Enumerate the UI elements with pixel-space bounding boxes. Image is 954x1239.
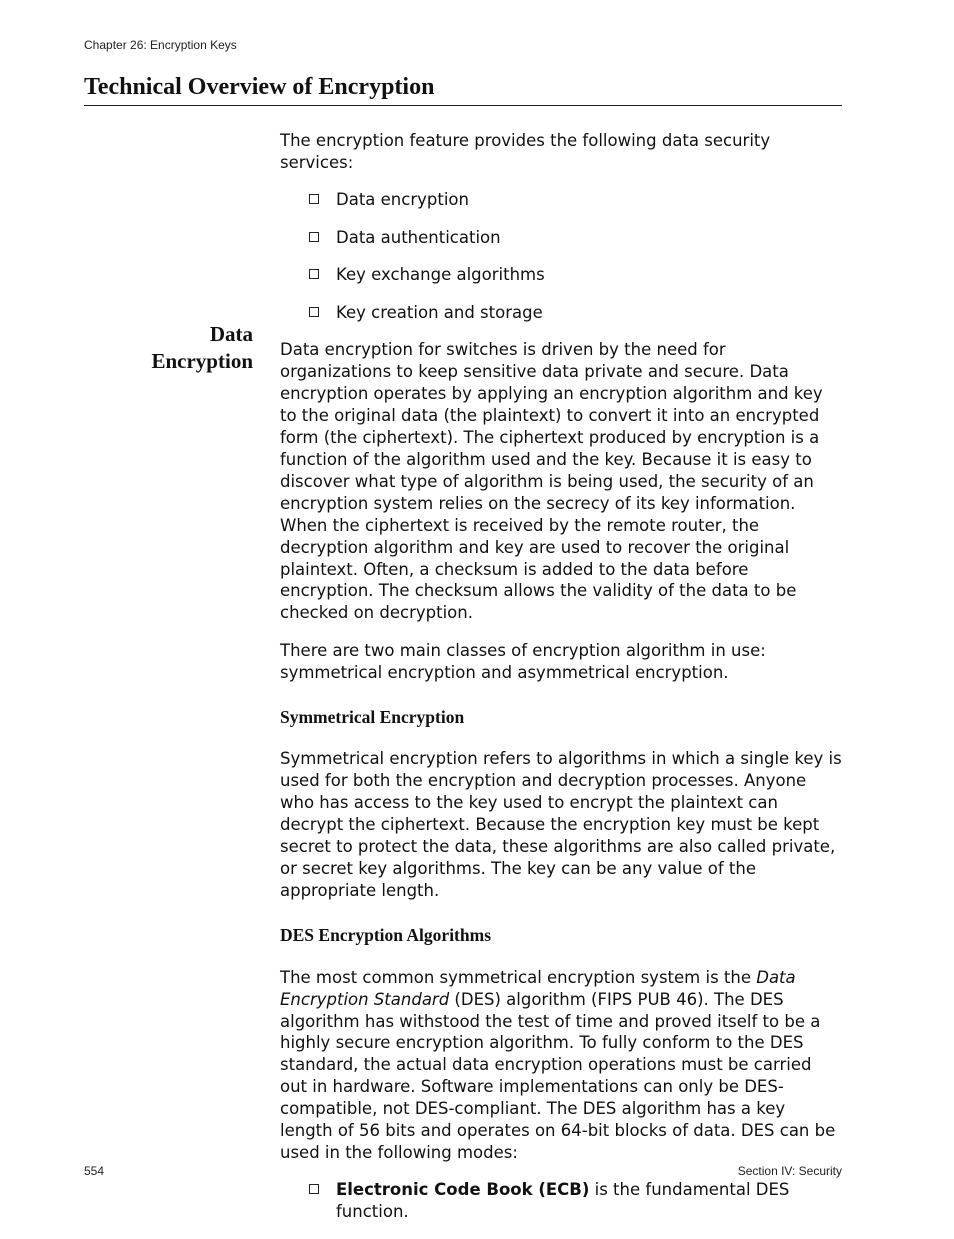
- list-item: [280, 302, 842, 324]
- list-item: [280, 264, 842, 286]
- section-heading-line-1: Data: [209, 322, 253, 346]
- des-paragraph: [280, 967, 842, 1164]
- des-heading: DES Encryption Algorithms: [280, 924, 491, 945]
- page-title: Technical Overview of Encryption: [84, 74, 842, 106]
- footer-section: Section IV: Security: [737, 1164, 842, 1178]
- list-item-text: Data encryption: [336, 190, 469, 210]
- body-content: [280, 130, 842, 1239]
- section-heading-line-2: Encryption: [151, 349, 253, 373]
- checkbox-bullet-icon: [309, 232, 319, 242]
- checkbox-bullet-icon: [309, 194, 319, 204]
- page-number: 554: [84, 1164, 105, 1178]
- mode-description: is the fundamental DES function.: [336, 1180, 790, 1222]
- symmetrical-encryption-paragraph: Symmetrical encryption refers to algorithms in which a single key is used for both the encryption and decryption processes. Anyone who has access to the key used to encrypt the plaintext can decrypt the ciphertext. Because the encryption key must be kept secret to protect the data, these algorithms are also called private, or secret key algorithms. The key can be any value of the appropriate length.: [280, 749, 842, 900]
- intro-paragraph: The encryption feature provides the following data security services:: [280, 131, 771, 172]
- checkbox-bullet-icon: [309, 307, 319, 317]
- des-standard-name: Data Encryption Standard: [280, 967, 796, 1009]
- des-modes-list: [280, 1179, 842, 1223]
- list-item-text: Data authentication: [336, 227, 501, 247]
- list-item: [280, 227, 842, 249]
- list-item-text: Key exchange algorithms: [336, 265, 545, 285]
- des-text-rest: (DES) algorithm (FIPS PUB 46). The DES algorithm has withstood the test of time and proved itself to be a highly secure encryption algorithm. To fully conform to the DES standard, the actual data encryption operations must be carried out in hardware. Software implementations can only be DES-compatible, not DES-compliant. The DES algorithm has a key length of 56 bits and operates on 64-bit blocks of data. DES can be used in the following modes:: [280, 989, 836, 1162]
- data-encryption-paragraph-1: Data encryption for switches is driven by the need for organizations to keep sensitive data private and secure. Data encryption operates by applying an encryption algorithm and key to the original data (the plaintext) to convert it into an encrypted form (the ciphertext). The ciphertext produced by encryption is a function of the algorithm used and the key. Because it is easy to discover what type of algorithm is being used, the security of an encryption system relies on the secrecy of its key information. When the ciphertext is received by the remote router, the decryption algorithm and key are used to recover the original plaintext. Often, a checksum is added to the data before encryption. The checksum allows the validity of the data to be checked on decryption.: [280, 340, 823, 623]
- running-header: Chapter 26: Encryption Keys: [84, 38, 237, 52]
- services-list: [280, 189, 842, 323]
- list-item-text: Key creation and storage: [336, 302, 543, 322]
- checkbox-bullet-icon: [309, 1184, 319, 1194]
- checkbox-bullet-icon: [309, 269, 319, 279]
- list-item: [280, 189, 842, 211]
- data-encryption-paragraph-2: There are two main classes of encryption algorithm in use: symmetrical encryption and asymmetrical encryption.: [280, 640, 766, 682]
- section-heading-data-encryption: [100, 321, 253, 375]
- list-item: [280, 1179, 842, 1223]
- mode-term: Electronic Code Book (ECB): [336, 1180, 590, 1200]
- des-text-start: The most common symmetrical encryption system is the: [280, 967, 757, 987]
- symmetrical-encryption-heading: Symmetrical Encryption: [280, 706, 465, 727]
